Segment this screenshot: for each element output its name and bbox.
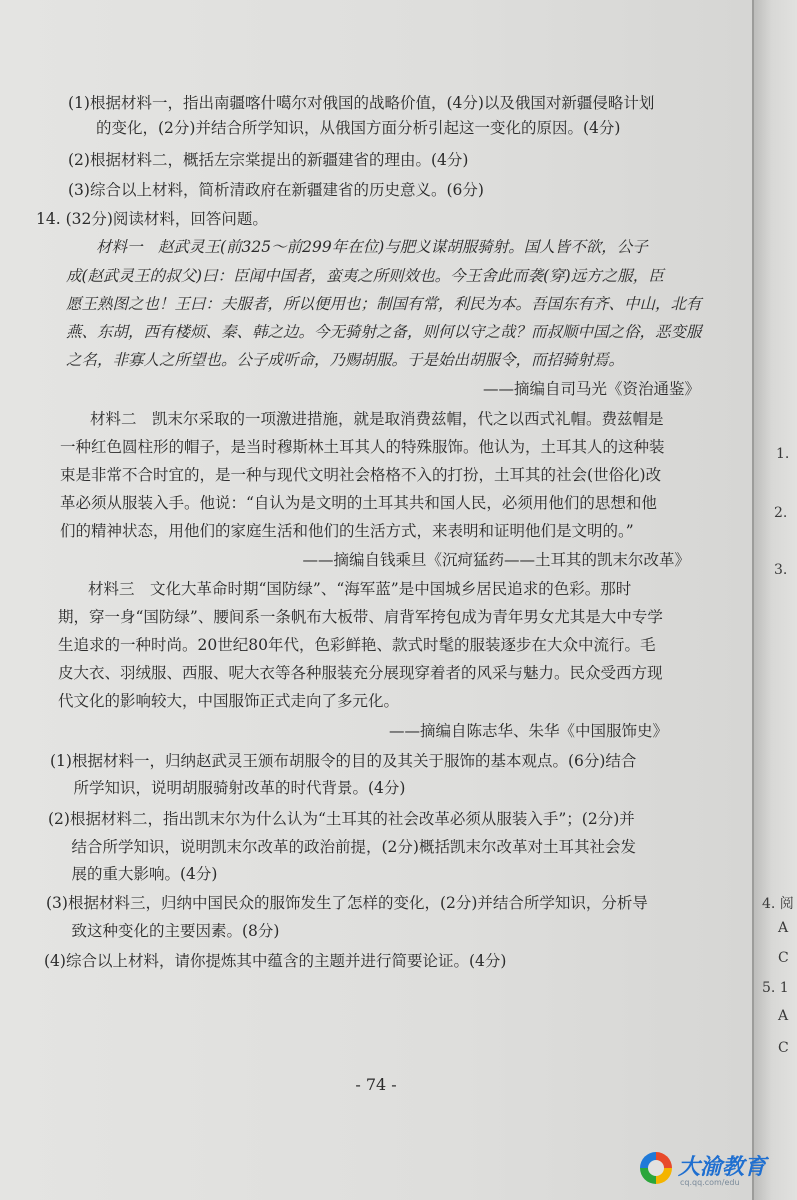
right-page-mark: 3.: [774, 562, 788, 578]
logo-icon: [640, 1152, 672, 1184]
right-page-mark: C: [778, 950, 789, 966]
material1-line: 燕、东胡，西有楼烦、秦、韩之边。今无骑射之备，则何以守之哉？而叔顺中国之俗，恶变服: [66, 323, 702, 341]
material3-line: 期，穿一身“国防绿”、腰间系一条帆布大板带、肩背军挎包成为青年男女尤其是大中专学: [58, 608, 663, 626]
material1-source: ——摘编自司马光《资治通鉴》: [482, 380, 700, 398]
right-page-mark: 4. 阅: [762, 896, 794, 912]
right-page-mark: A: [778, 920, 789, 936]
material2-line: 们的精神状态，用他们的家庭生活和他们的生活方式，来表明和证明他们是文明的。”: [60, 522, 634, 540]
material3-line: 生追求的一种时尚。20世纪80年代，色彩鲜艳、款式时髦的服装逐步在大众中流行。毛: [58, 636, 656, 654]
material3-line: 材料三 文化大革命时期“国防绿”、“海军蓝”是中国城乡居民追求的色彩。那时: [88, 580, 632, 598]
question-line: (3)根据材料三，归纳中国民众的服饰发生了怎样的变化，(2分)并结合所学知识，分析导: [46, 894, 648, 912]
question-line: 结合所学知识，说明凯末尔改革的政治前提，(2分)概括凯末尔改革对土耳其社会发: [56, 838, 636, 856]
material1-line: 之名，非寡人之所望也。公子成听命，乃赐胡服。于是始出胡服令，而招骑射焉。: [66, 351, 625, 369]
material3-source: ——摘编自陈志华、朱华《中国服饰史》: [388, 722, 668, 740]
q14-header: 14. (32分)阅读材料，回答问题。: [36, 210, 268, 228]
material2-line: 束是非常不合时宜的，是一种与现代文明社会格格不入的打扮，土耳其的社会(世俗化)改: [60, 466, 662, 484]
question-line: 致这种变化的主要因素。(8分): [56, 922, 280, 940]
page-number: - 74 -: [355, 1075, 397, 1094]
material1-line: 材料一 赵武灵王(前325～前299年在位)与肥义谋胡服骑射。国人皆不欲，公子: [96, 238, 648, 256]
question-line: (2)根据材料二，指出凯末尔为什么认为“土耳其的社会改革必须从服装入手”；(2分)并: [48, 810, 635, 828]
q13-part2: (2)根据材料二，概括左宗棠提出的新疆建省的理由。(4分): [68, 151, 469, 169]
right-page-mark: 2.: [774, 505, 788, 521]
q13-part3: (3)综合以上材料，简析清政府在新疆建省的历史意义。(6分): [68, 181, 484, 199]
question-line: (1)根据材料一，归纳赵武灵王颁布胡服令的目的及其关于服饰的基本观点。(6分)结合: [50, 752, 637, 770]
question-line: 所学知识，说明胡服骑射改革的时代背景。(4分): [58, 779, 406, 797]
right-page-mark: A: [778, 1008, 789, 1024]
material3-line: 皮大衣、羽绒服、西服、呢大衣等各种服装充分展现穿着者的风采与魅力。民众受西方现: [58, 664, 663, 682]
material2-line: 材料二 凯末尔采取的一项激进措施，就是取消费兹帽，代之以西式礼帽。费兹帽是: [90, 410, 664, 428]
question-line: 展的重大影响。(4分): [56, 865, 218, 883]
material1-line: 成(赵武灵王的叔父)曰：臣闻中国者，蛮夷之所则效也。今王舍此而袭(穿)远方之服，臣: [66, 267, 664, 285]
right-page-mark: C: [778, 1040, 789, 1056]
material2-line: 一种红色圆柱形的帽子，是当时穆斯林土耳其人的特殊服饰。他认为，土耳其人的这种装: [60, 438, 665, 456]
q13-part1-line2: 的变化，(2分)并结合所学知识，从俄国方面分析引起这一变化的原因。(4分): [96, 119, 621, 137]
next-page-edge: [752, 0, 797, 1200]
material1-line: 愿王熟图之也！王曰：夫服者，所以便用也；制国有常，利民为本。吾国东有齐、中山，北有: [66, 295, 702, 313]
logo-name: 大渝教育: [678, 1155, 767, 1180]
watermark-logo: [640, 1148, 790, 1192]
material2-source: ——摘编自钱乘旦《沉疴猛药——土耳其的凯末尔改革》: [302, 551, 690, 569]
material3-line: 代文化的影响较大，中国服饰正式走向了多元化。: [58, 692, 400, 710]
right-page-mark: 1.: [776, 446, 790, 462]
right-page-mark: 5. 1: [762, 980, 789, 996]
logo-url: cq.qq.com/edu: [680, 1178, 740, 1187]
material2-line: 革必须从服装入手。他说：“自认为是文明的土耳其共和国人民，必须用他们的思想和他: [60, 494, 657, 512]
question-line: (4)综合以上材料，请你提炼其中蕴含的主题并进行简要论证。(4分): [44, 952, 507, 970]
q13-part1-line1: (1)根据材料一，指出南疆喀什噶尔对俄国的战略价值，(4分)以及俄国对新疆侵略计划: [68, 94, 655, 112]
